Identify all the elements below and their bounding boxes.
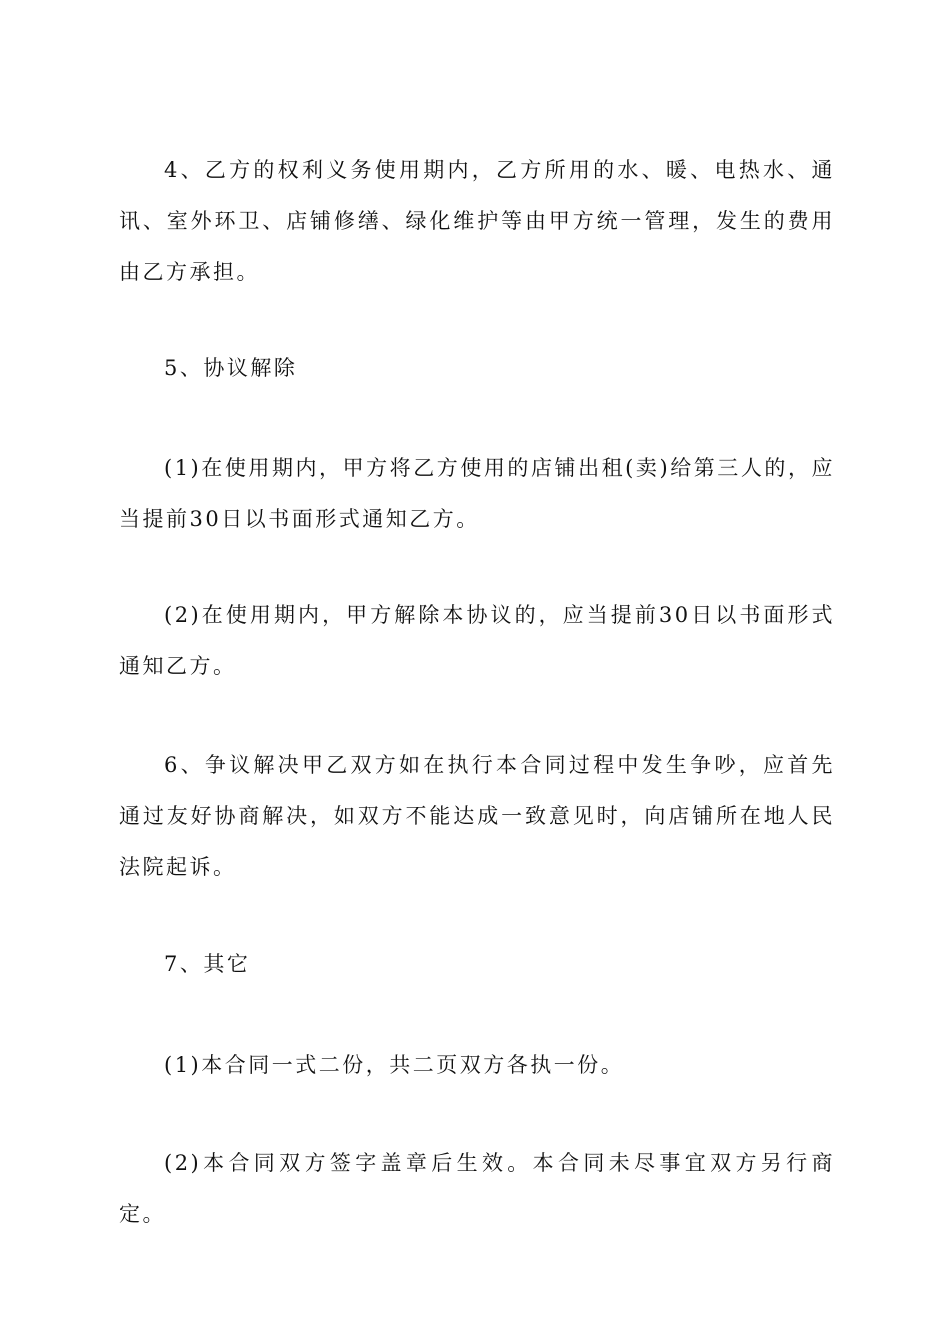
clause-7-item-1: (1)本合同一式二份，共二页双方各执一份。 <box>164 1053 625 1077</box>
clause-6-dispute-resolution: 6、争议解决甲乙双方如在执行本合同过程中发生争吵，应首先通过友好协商解决，如双方不能达成一致意见时，向店铺所在地人民法院起诉。 <box>119 753 835 879</box>
clause-5-item-1: (1)在使用期内，甲方将乙方使用的店铺出租(卖)给第三人的，应当提前30日以书面形式通知乙方。 <box>119 456 835 531</box>
clause-4-rights-obligations: 4、乙方的权利义务使用期内，乙方所用的水、暖、电热水、通讯、室外环卫、店铺修缮、绿化维护等由甲方统一管理，发生的费用由乙方承担。 <box>119 158 835 284</box>
clause-7-item-2: (2)本合同双方签字盖章后生效。本合同未尽事宜双方另行商定。 <box>119 1151 835 1226</box>
clause-5-item-2: (2)在使用期内，甲方解除本协议的，应当提前30日以书面形式通知乙方。 <box>119 603 835 678</box>
clause-7-heading: 7、其它 <box>164 952 251 976</box>
clause-5-heading: 5、协议解除 <box>164 356 298 380</box>
